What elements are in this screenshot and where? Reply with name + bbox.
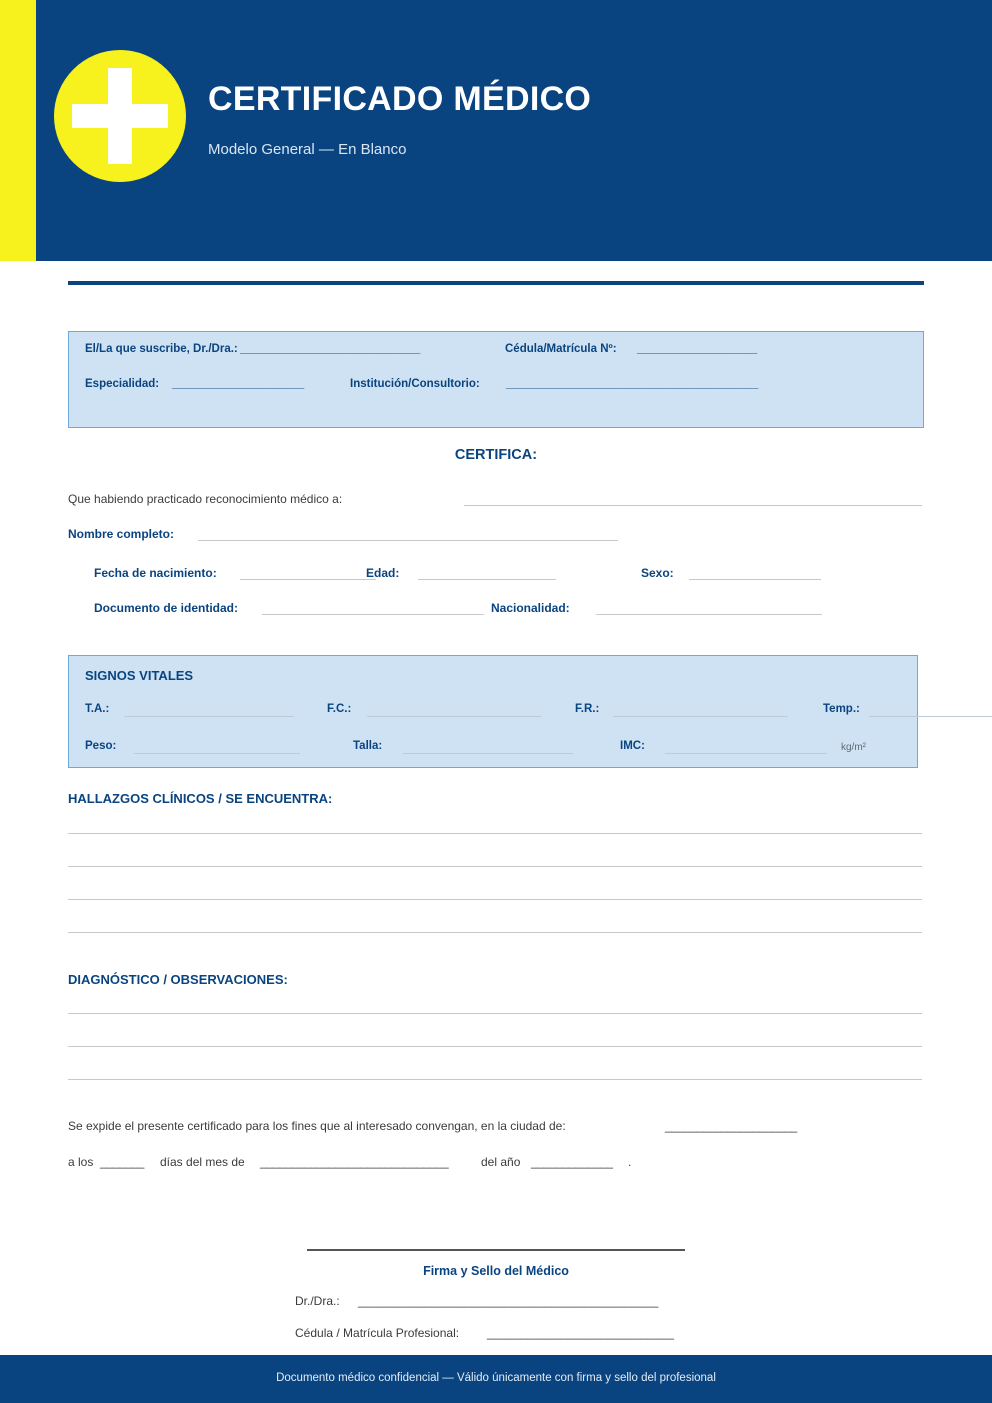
peso-label: Peso: [85,740,117,752]
nacionalidad-label: Nacionalidad: [491,601,570,615]
closing-day-blank[interactable]: _______ [100,1155,144,1169]
imc-unit-label: kg/m² [841,742,866,753]
edad-field[interactable] [418,579,556,580]
cross-horizontal-bar [72,104,168,128]
hallazgos-heading: HALLAZGOS CLÍNICOS / SE ENCUENTRA: [68,791,333,806]
medical-cross-icon [54,50,186,182]
institucion-blank[interactable]: __________________________________________ [506,378,758,390]
hallazgos-line[interactable] [68,833,922,834]
closing-month-blank[interactable]: ______________________________ [260,1155,449,1169]
nombre-completo-label: Nombre completo: [68,527,175,541]
document-header [0,0,992,261]
cedula-blank[interactable]: ____________________ [637,343,757,355]
signature-cedula-label: Cédula / Matrícula Profesional: [295,1326,460,1340]
fecha-nacimiento-label: Fecha de nacimiento: [94,566,217,580]
suscribe-blank[interactable]: ______________________________ [240,343,420,355]
ta-field[interactable] [124,716,294,717]
diagnostico-line[interactable] [68,1079,922,1080]
certifica-intro-text: Que habiendo practicado reconocimiento médico a: [68,492,343,506]
certifica-intro-field[interactable] [464,505,922,506]
fc-field[interactable] [367,716,541,717]
header-accent-bar [0,0,36,261]
hallazgos-line[interactable] [68,932,922,933]
signature-doctor-blank[interactable]: _____________________________________________ [358,1294,659,1308]
fc-label: F.C.: [327,703,352,715]
closing-year-blank[interactable]: _____________ [531,1155,613,1169]
closing-line-2-delano: del año [481,1155,521,1169]
imc-field[interactable] [665,753,827,754]
closing-line-1-text: Se expide el presente certificado para los fines que al interesado convengan, en la ciudad de: [68,1119,566,1133]
especialidad-blank[interactable]: ______________________ [172,378,304,390]
fr-label: F.R.: [575,703,600,715]
peso-field[interactable] [134,753,300,754]
ta-label: T.A.: [85,703,110,715]
talla-field[interactable] [403,753,573,754]
signature-line [307,1249,685,1251]
cedula-label: Cédula/Matrícula Nº: [505,343,617,355]
imc-label: IMC: [620,740,645,752]
temp-field[interactable] [869,716,992,717]
closing-line-2-dias: días del mes de [160,1155,245,1169]
suscribe-label: El/La que suscribe, Dr./Dra.: [85,343,238,355]
vital-signs-box [68,655,918,768]
especialidad-label: Especialidad: [85,378,160,390]
header-divider-rule [68,281,924,285]
closing-period: . [628,1155,632,1169]
page-subtitle: Modelo General — En Blanco [208,141,407,158]
closing-line-2-alos: a los [68,1155,94,1169]
page-title: CERTIFICADO MÉDICO [208,80,592,118]
fr-field[interactable] [613,716,788,717]
diagnostico-heading: DIAGNÓSTICO / OBSERVACIONES: [68,972,288,987]
hallazgos-line[interactable] [68,866,922,867]
sexo-label: Sexo: [641,566,674,580]
diagnostico-line[interactable] [68,1013,922,1014]
institucion-label: Institución/Consultorio: [350,378,480,390]
sexo-field[interactable] [689,579,821,580]
fecha-nacimiento-field[interactable] [240,579,376,580]
nacionalidad-field[interactable] [596,614,822,615]
vital-signs-heading: SIGNOS VITALES [85,668,194,683]
footer-text: Documento médico confidencial — Válido únicamente con firma y sello del profesional [276,1372,716,1384]
signature-cedula-blank[interactable]: ____________________________ [487,1326,674,1340]
documento-identidad-field[interactable] [262,614,484,615]
hallazgos-line[interactable] [68,899,922,900]
closing-city-blank[interactable]: _____________________ [665,1119,797,1133]
diagnostico-line[interactable] [68,1046,922,1047]
signature-title: Firma y Sello del Médico [423,1264,569,1278]
documento-identidad-label: Documento de identidad: [94,601,238,615]
nombre-completo-field[interactable] [198,540,618,541]
edad-label: Edad: [366,566,400,580]
certifica-heading: CERTIFICA: [454,447,538,463]
signature-doctor-label: Dr./Dra.: [295,1294,340,1308]
talla-label: Talla: [353,740,383,752]
temp-label: Temp.: [823,703,860,715]
